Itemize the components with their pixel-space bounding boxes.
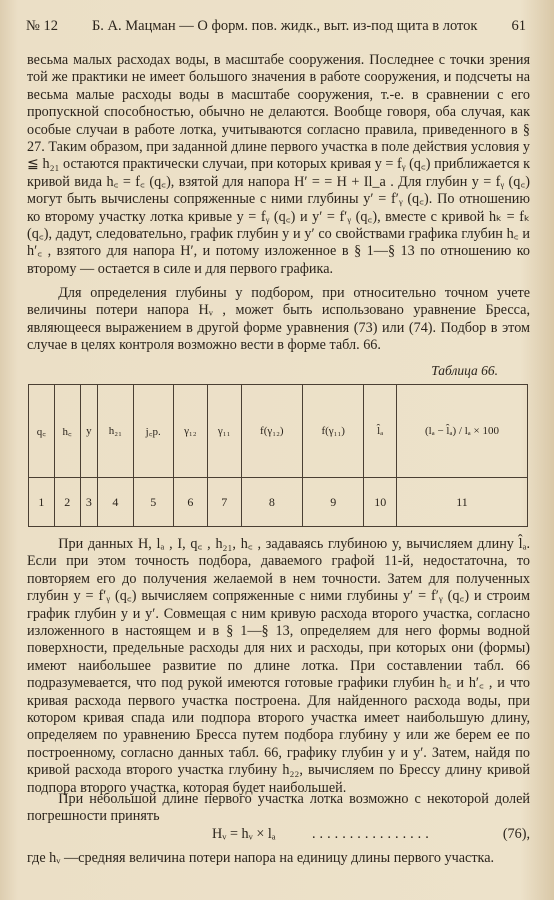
page-number: 61: [511, 17, 526, 34]
table-cell: 9: [303, 478, 364, 527]
body-text-intro-table: [27, 285, 530, 355]
body-text-bottom: [27, 850, 530, 867]
paragraph-2: Для определения глубины y подбором, при относительно точном учете величины потери напора Hᵥ , может быть использовано уравнение Бресса, являющееся выражением в другой форме уравнения (73) или (74). Подбор в этом случае в целях контроля возможно вести в форме табл. 66.: [27, 285, 530, 354]
running-header: [26, 12, 526, 40]
table-header-cell: h꜀: [54, 385, 80, 478]
table-header-cell: j꜀p.: [133, 385, 173, 478]
body-text-after-table: [27, 536, 530, 797]
table-cell: 11: [397, 478, 528, 527]
equation-leader-dots: ................: [312, 826, 433, 842]
table-cell: 6: [173, 478, 207, 527]
body-text-top: [27, 52, 530, 278]
paragraph-3: При данных H, lₐ , I, q꜀ , h₂₁, h꜀ , задаваясь глубиною y, вычисляем длину l̂ₐ. Если при этом точность подбора, даваемого графой 11-й, недостаточна, то повторяем его до получения желаемой в нем точности. Затем для полученных глубин y = f′ᵧ (q꜀) вычисляем сопряженные с ними глубины y′ = f′ᵧ (q꜀) и строим график глубин y и y′. Совмещая с ним кривую расхода второго участка, согласно изложенного в настоящем и в § 1—§ 13, определяем для него формы водной поверхности, предельные расходы для них и расходы, при которых они (формы) имеют наибольшее развитие по длине лотка. При составлении табл. 66 подразумевается, что под рукой имеются готовые графики глубин h꜀ и h′꜀ , и что кривая расхода первого участка построена. Для найденного расхода воды, при котором кривая спада или подпора второго участка имеет наибольшую длину, определяем по уравнению Бресса путем подбора глубину y или же берем ее по построенному, согласно данных табл. 66, графику глубин y и y′. Затем, найдя по кривой расхода второго участка глубину h₂₂, вычисляем по Брессу длину кривой подпора второго участка, которая будет наибольшей.: [27, 536, 530, 796]
table-cell: 1: [29, 478, 55, 527]
paragraph-4: При небольшой длине первого участка лотка возможно с некоторой долей погрешности принять: [27, 791, 530, 825]
table-header-cell: y: [80, 385, 98, 478]
table-cell: 10: [364, 478, 397, 527]
table-cell: 5: [133, 478, 173, 527]
table-cell: 3: [80, 478, 98, 527]
table-header-row: [29, 385, 528, 478]
table-caption: Таблица 66.: [431, 363, 498, 378]
paragraph-5: где hᵥ —средняя величина потери напора на единицу длины первого участка.: [27, 850, 495, 866]
table-cell: 4: [98, 478, 133, 527]
table-cell: 7: [207, 478, 241, 527]
table-number-row: [29, 478, 528, 527]
equation-formula: Hᵥ = hᵥ × lₐ: [212, 826, 276, 842]
table-header-cell: f(γ₁₂): [241, 385, 302, 478]
table-header-cell: (lₐ − l̂ₐ) / lₐ × 100: [397, 385, 528, 478]
equation-number: (76),: [502, 826, 530, 842]
table-cell: 8: [241, 478, 302, 527]
table-cell: 2: [54, 478, 80, 527]
table-header-cell: γ₁₁: [207, 385, 241, 478]
table-header-cell: h₂₁: [98, 385, 133, 478]
table-header-cell: l̂ₐ: [364, 385, 397, 478]
table-header-cell: γ₁₂: [173, 385, 207, 478]
table-header-cell: f(γ₁₁): [303, 385, 364, 478]
table-66: [28, 384, 528, 527]
paragraph-1: весьма малых расходах воды, в масштабе сооружения. Последнее с точки зрения той же практики не имеет большого значения в работе сооружения, и подсчеты на весьма малые расходы воды в масштабе сооружения, т.-е. в сравнении с его пропускной способностью, обычно не делаются. Вообще говоря, оба случая, как особые случаи в работе лотка, учитываются согласно правила, приведенного в § 27. Таким образом, при заданной длине первого участка в поле действия условия y ≦ h₂₁ остаются практически случаи, при которых кривая y = fᵧ (q꜀) приближается к кривой вида h꜀ = f꜀ (q꜀), взятой для напора H′ = = H + Il_a . Для глубин y = fᵧ (q꜀) могут быть вычислены сопряженные с ними глубины y′ = f′ᵧ (q꜀). По отношению ко второму участку лотка кривые y = fᵧ (q꜀) и y′ = f′ᵧ (q꜀), вместе с кривой hₖ = fₖ (q꜀), дадут, следовательно, график глубин y и y′ со свойствами графика глубин h꜀ и h′꜀ , взятого для напора H′, и потому изложенное в § 1—§ 13 по отношению ко второму — остается в силе и для первого графика.: [27, 52, 530, 277]
running-title: Б. А. Мацман — О форм. пов. жидк., выт. из-под щита в лоток: [91, 17, 478, 34]
body-text-equation-intro: [27, 791, 530, 826]
issue-number: № 12: [26, 17, 58, 34]
table-header-cell: q꜀: [29, 385, 55, 478]
